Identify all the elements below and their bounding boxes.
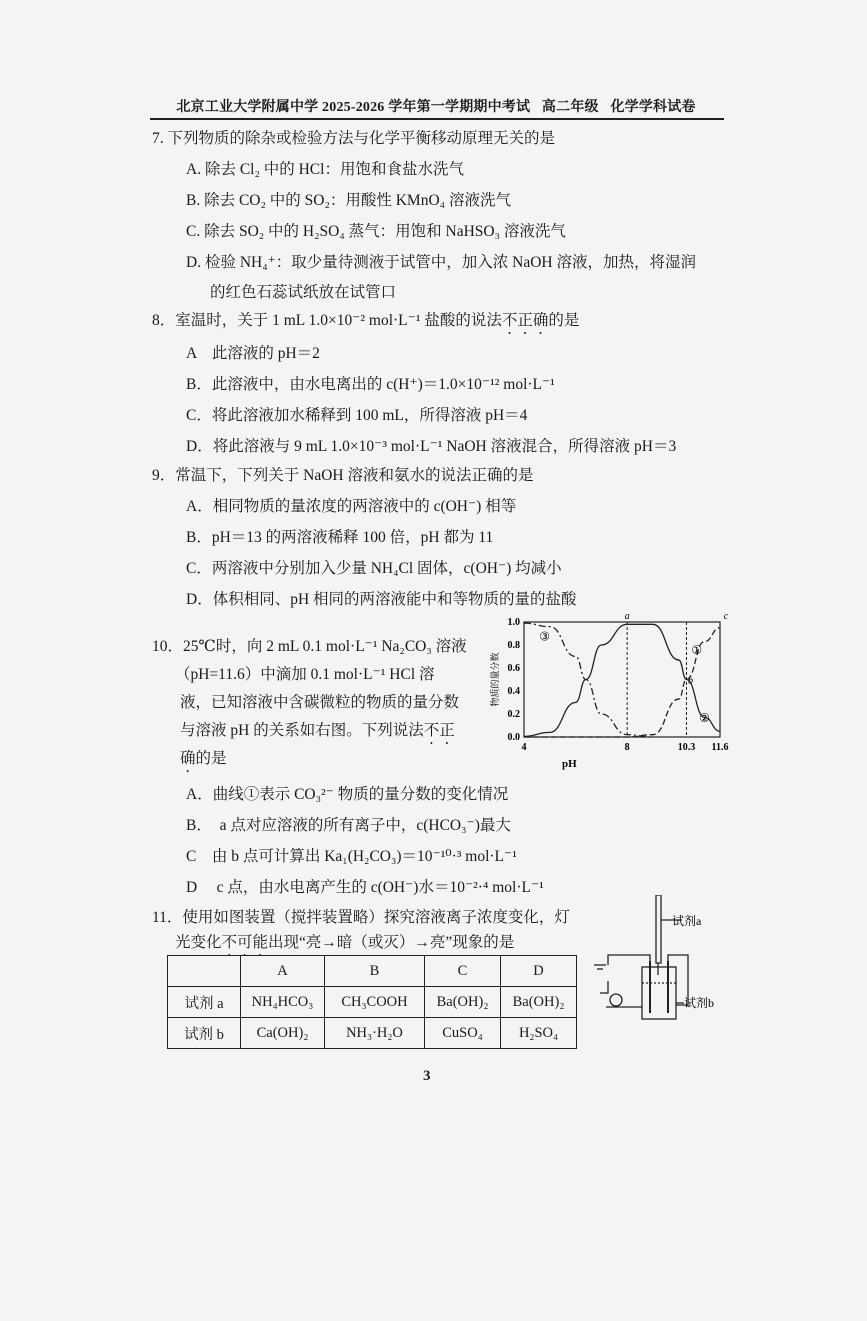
table-cell: H₂SO₄ <box>501 1018 577 1049</box>
y-tick-label: 0.6 <box>507 663 520 674</box>
series-label: ③ <box>539 629 551 644</box>
q10-stem-5 <box>180 746 227 776</box>
q7-stem: 7. 下列物质的除杂或检验方法与化学平衡移动原理无关的是 <box>152 130 556 147</box>
q10-option-c: C 由 b 点可计算出 Ka₁(H₂CO₃)＝10⁻¹⁰·³ mol·L⁻¹ <box>186 848 517 865</box>
table-row <box>168 987 577 1018</box>
q9-option-c: C．两溶液中分别加入少量 NH₄Cl 固体，c(OH⁻) 均减小 <box>186 560 562 577</box>
q7-option-b: B. 除去 CO₂ 中的 SO₂：用酸性 KMnO₄ 溶液洗气 <box>186 192 511 209</box>
y-tick-label: 0.8 <box>507 640 520 651</box>
series-label: ② <box>699 711 710 726</box>
bulb-icon <box>610 994 622 1006</box>
q11-stem-2-emphasis: 不可能 <box>221 934 269 951</box>
q8-stem-end: 的是 <box>548 312 580 329</box>
q10-stem-2: （pH=11.6）中滴加 0.1 mol·L⁻¹ HCl 溶 <box>175 666 435 683</box>
q8-stem <box>152 308 579 338</box>
q10-stem-1: 10．25℃时，向 2 mL 0.1 mol·L⁻¹ Na₂CO₃ 溶液 <box>152 638 467 655</box>
table-header-row <box>168 956 577 987</box>
q9-stem: 9．常温下，下列关于 NaOH 溶液和氨水的说法正确的是 <box>152 467 534 484</box>
q10-stem-5-text: 的是 <box>195 750 227 767</box>
q11-stem-2-b: 出现“亮→暗（或灭）→亮”现象的是 <box>268 934 515 951</box>
table-cell: Ca(OH)₂ <box>241 1018 325 1049</box>
q7-option-c: C. 除去 SO₂ 中的 H₂SO₄ 蒸气：用饱和 NaHSO₃ 溶液洗气 <box>186 223 566 240</box>
y-tick-label: 1.0 <box>507 617 520 628</box>
x-tick-label: 8 <box>624 742 630 753</box>
q8-option-b: B．此溶液中，由水电离出的 c(H⁺)＝1.0×10⁻¹² mol·L⁻¹ <box>186 376 555 393</box>
q10-stem-3: 液，已知溶液中含碳微粒的物质的量分数 <box>180 694 460 711</box>
header-rule <box>150 118 724 120</box>
q8-option-d: D．将此溶液与 9 mL 1.0×10⁻³ mol·L⁻¹ NaOH 溶液混合，所得溶液 pH＝3 <box>186 438 677 455</box>
table-cell: NH₄HCO₃ <box>241 987 325 1018</box>
point-label: a <box>624 612 630 622</box>
q11-stem-1: 11．使用如图装置（搅拌装置略）探究溶液离子浓度变化，灯 <box>152 909 570 926</box>
q10-stem-4-emphasis: 不正 <box>423 722 455 739</box>
q10-option-d: D c 点，由水电离产生的 c(OH⁻)水＝10⁻²·⁴ mol·L⁻¹ <box>186 879 544 896</box>
q10-stem-4 <box>180 718 455 748</box>
label-reagent-a: 试剂a <box>672 914 702 928</box>
table-cell: NH₃·H₂O <box>325 1018 425 1049</box>
label-reagent-b: 试剂b <box>684 996 715 1010</box>
y-tick-label: 0.0 <box>507 732 520 743</box>
beaker <box>642 967 676 1019</box>
q7-option-a: A. 除去 Cl₂ 中的 HCl：用饱和食盐水洗气 <box>186 161 464 178</box>
header-subject: 化学学科试卷 <box>610 100 696 115</box>
q8-option-c: C．将此溶液加水稀释到 100 mL，所得溶液 pH＝4 <box>186 407 528 424</box>
q9-option-a: A．相同物质的量浓度的两溶液中的 c(OH⁻) 相等 <box>186 498 517 515</box>
table-cell: CH₃COOH <box>325 987 425 1018</box>
point-label: c <box>723 612 729 622</box>
table-header-cell: A <box>241 956 325 987</box>
y-tick-label: 0.4 <box>507 686 520 697</box>
q7-option-d-cont: 的红色石蕊试纸放在试管口 <box>210 284 397 301</box>
table-cell: Ba(OH)₂ <box>425 987 501 1018</box>
y-tick-label: 0.2 <box>507 709 520 720</box>
table-cell: 试剂 a <box>168 987 241 1018</box>
x-tick-label: 10.3 <box>677 742 696 753</box>
table-cell: CuSO₄ <box>425 1018 501 1049</box>
point-label: b <box>687 675 693 687</box>
q11-stem-2-a: 光变化 <box>175 934 222 951</box>
x-tick-label: 11.6 <box>711 742 729 753</box>
q10-stem-4-text: 与溶液 pH 的关系如右图。下列说法 <box>180 722 424 739</box>
reagent-table <box>167 955 577 1049</box>
table-header-cell: B <box>325 956 425 987</box>
q7-option-d: D. 检验 NH₄⁺：取少量待测液于试管中，加入浓 NaOH 溶液，加热，将湿润 <box>186 254 697 271</box>
q9-option-d: D．体积相同、pH 相同的两溶液能中和等物质的量的盐酸 <box>186 591 577 608</box>
y-axis-label: 物质的量分数 <box>490 652 500 707</box>
table-header-cell: D <box>501 956 577 987</box>
table-row <box>168 1018 577 1049</box>
burette <box>656 895 661 963</box>
q8-stem-text: 8．室温时，关于 1 mL 1.0×10⁻² mol·L⁻¹ 盐酸的说法 <box>152 312 502 329</box>
conductivity-apparatus <box>592 895 732 1025</box>
q8-option-a: A 此溶液的 pH＝2 <box>186 345 320 362</box>
x-tick-label: 4 <box>521 742 527 753</box>
series-label: ① <box>691 643 703 658</box>
table-cell: 试剂 b <box>168 1018 241 1049</box>
page-number: 3 <box>423 1068 431 1084</box>
q10-stem-5-emphasis: 确 <box>180 750 196 767</box>
page-header <box>150 96 722 116</box>
table-header-cell <box>168 956 241 987</box>
species-fraction-chart <box>486 612 731 777</box>
x-axis-label: pH <box>562 758 577 770</box>
q10-option-a: A．曲线①表示 CO₃²⁻ 物质的量分数的变化情况 <box>186 786 509 803</box>
header-school: 北京工业大学附属中学 2025-2026 学年第一学期期中考试 <box>176 100 531 115</box>
header-grade: 高二年级 <box>541 100 599 115</box>
q9-option-b: B．pH＝13 的两溶液稀释 100 倍，pH 都为 11 <box>186 529 494 546</box>
q10-option-b: B． a 点对应溶液的所有离子中，c(HCO₃⁻)最大 <box>186 817 511 834</box>
table-cell: Ba(OH)₂ <box>501 987 577 1018</box>
table-header-cell: C <box>425 956 501 987</box>
q8-stem-emphasis: 不正确 <box>501 312 549 329</box>
